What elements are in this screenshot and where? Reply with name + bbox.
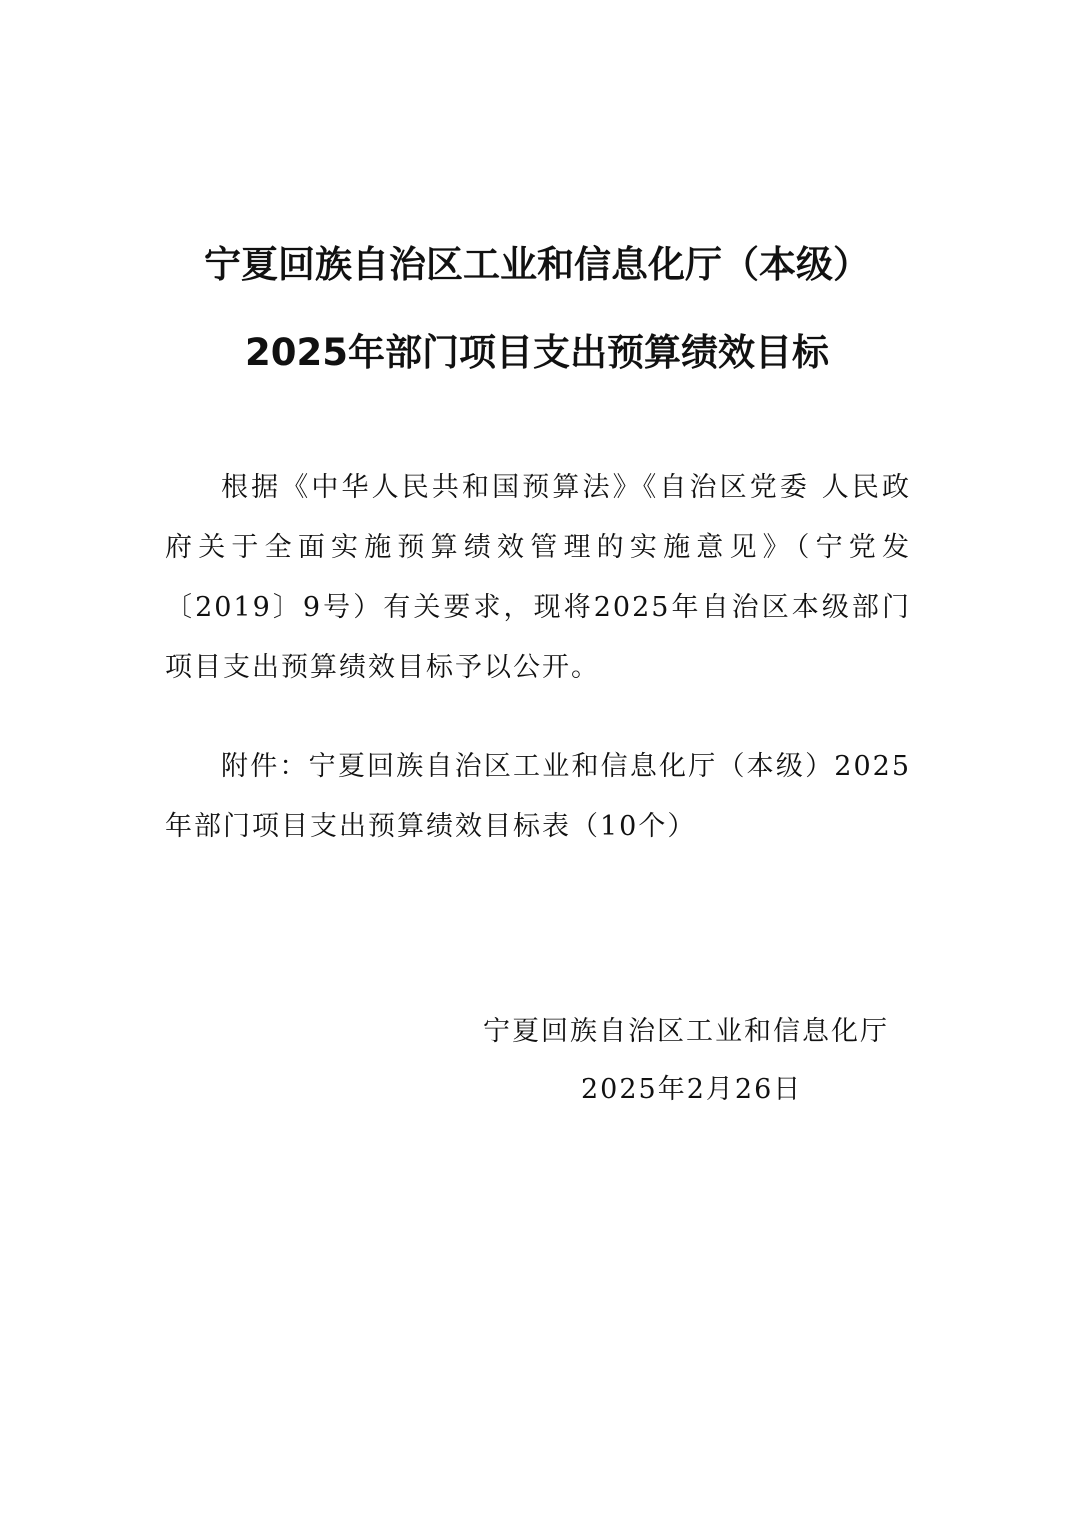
- document-title-line-2: 2025年部门项目支出预算绩效目标: [245, 331, 829, 374]
- signature-organization: 宁夏回族自治区工业和信息化厅: [483, 1016, 889, 1047]
- attachment-paragraph: 附件：宁夏回族自治区工业和信息化厅（本级）2025年部门项目支出预算绩效目标表（10个）: [165, 751, 911, 842]
- signature-date: 2025年2月26日: [581, 1074, 803, 1105]
- document-title-line-1: 宁夏回族自治区工业和信息化厅（本级）: [204, 243, 870, 286]
- body-paragraph: 根据《中华人民共和国预算法》《自治区党委 人民政府关于全面实施预算绩效管理的实施意见》（宁党发〔2019〕9号）有关要求，现将2025年自治区本级部门项目支出预算绩效目标予以公开。: [165, 472, 911, 683]
